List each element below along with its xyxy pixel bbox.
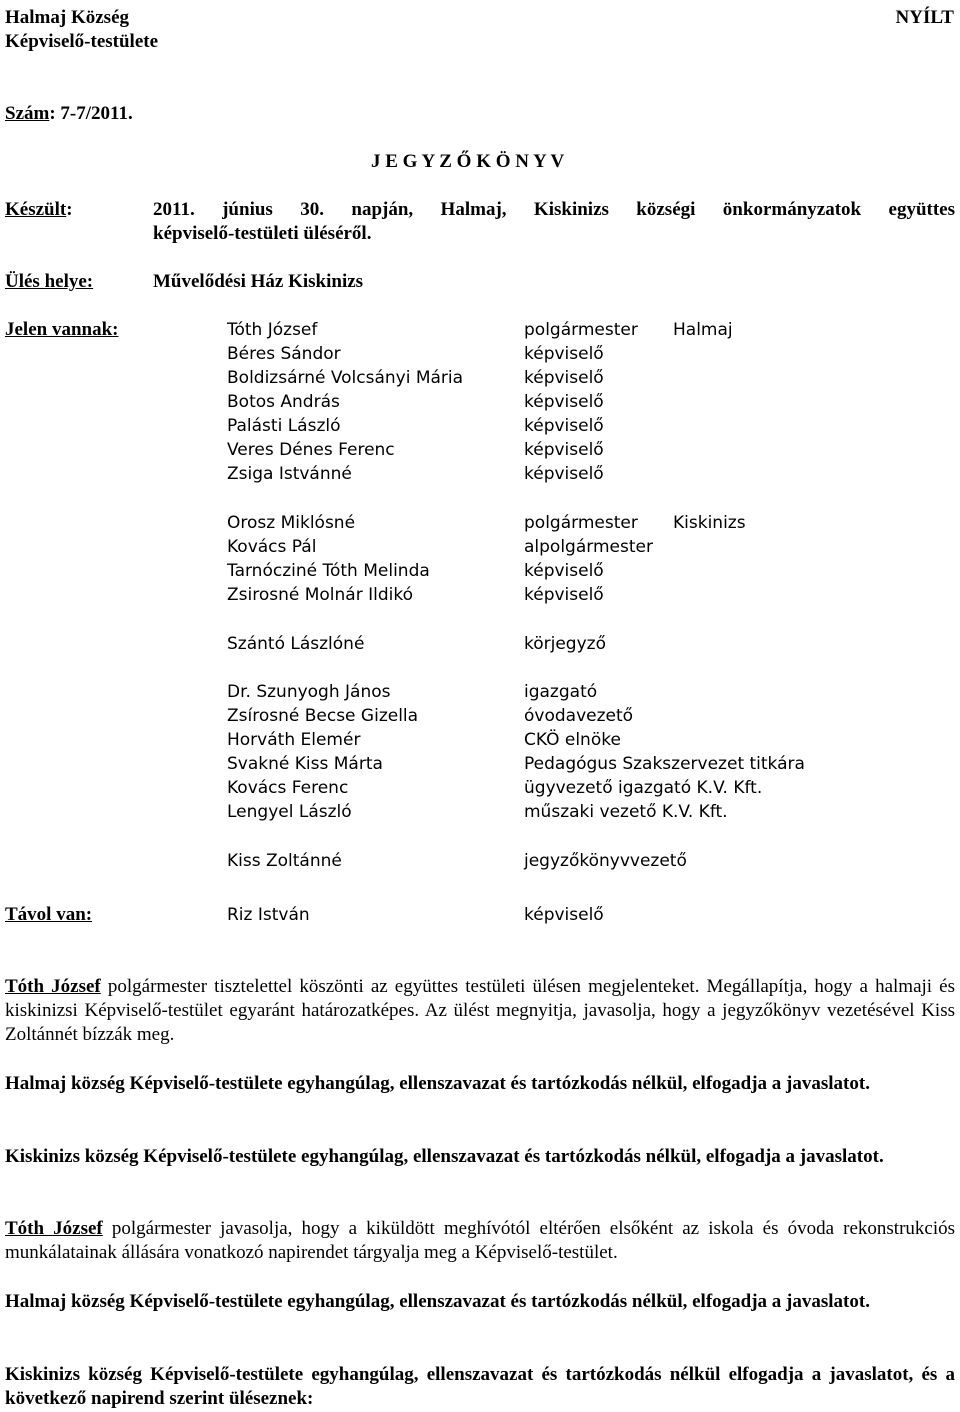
attendee-role: képviselő bbox=[524, 585, 604, 605]
attendee-role: óvodavezető bbox=[524, 706, 634, 726]
attendee-name: Kovács Ferenc bbox=[227, 778, 349, 798]
attendee-role: képviselő bbox=[524, 440, 604, 460]
attendee-name: Tóth József bbox=[227, 320, 318, 340]
paragraph-text: polgármester javasolja, hogy a kiküldött meghívótól eltérően elsőként az iskola és óvoda rekonstrukciós munkálatainak állására vonatkozó napirendet tárgyalja meg a Képviselő-testület. bbox=[5, 1218, 955, 1263]
reference-number: Szám: 7-7/2011. bbox=[5, 103, 133, 124]
attendee-name: Horváth Elemér bbox=[227, 730, 361, 750]
absent-label: Távol van: bbox=[5, 904, 93, 925]
resolution-kiskinizs-1: Kiskinizs község Képviselő-testülete egyhangúlag, ellenszavazat és tartózkodás nélkül, elfogadja a javaslatot. bbox=[5, 1146, 884, 1167]
attendee-name: Svakné Kiss Márta bbox=[227, 754, 383, 774]
attendee-role: igazgató bbox=[524, 682, 598, 702]
attendee-role: képviselő bbox=[524, 392, 604, 412]
attendee-name: Kiss Zoltánné bbox=[227, 851, 342, 871]
attendee-name: Zsiga Istvánné bbox=[227, 464, 352, 484]
resolution-halmaj-2: Halmaj község Képviselő-testülete egyhangúlag, ellenszavazat és tartózkodás nélkül, elfogadja a javaslatot. bbox=[5, 1291, 870, 1312]
attendee-role: képviselő bbox=[524, 464, 604, 484]
speaker-name: Tóth József bbox=[5, 1218, 103, 1239]
attendee-role: műszaki vezető K.V. Kft. bbox=[524, 802, 728, 822]
paragraph-text: polgármester tisztelettel köszönti az együttes testületi ülésen megjelenteket. Megállapítja, hogy a halmaji és kiskinizsi Képviselő-testület egyaránt határozatképes. Az ülést megnyitja, javasolja, hogy a jegyzőkönyv vezetésével Kiss Zoltánnét bízzák meg. bbox=[5, 976, 955, 1045]
attendee-name: Szántó Lászlóné bbox=[227, 634, 365, 654]
attendee-place: Kiskinizs bbox=[673, 513, 746, 533]
present-label: Jelen vannak: bbox=[5, 319, 119, 340]
made-label: Készült: bbox=[5, 199, 73, 220]
attendee-name: Botos András bbox=[227, 392, 340, 412]
absent-role: képviselő bbox=[524, 905, 604, 925]
attendee-role: jegyzőkönyvvezető bbox=[524, 851, 687, 871]
attendee-role: képviselő bbox=[524, 561, 604, 581]
attendee-role: képviselő bbox=[524, 416, 604, 436]
made-details bbox=[153, 198, 955, 246]
resolution-kiskinizs-2: Kiskinizs község Képviselő-testülete egyhangúlag, ellenszavazat és tartózkodás nélkül elfogadja a javaslatot, és a következő napirend szerint üléseznek: bbox=[5, 1364, 955, 1409]
attendee-name: Béres Sándor bbox=[227, 344, 341, 364]
venue-label: Ülés helye: bbox=[5, 271, 94, 292]
attendee-role: képviselő bbox=[524, 368, 604, 388]
attendee-role: képviselő bbox=[524, 344, 604, 364]
attendee-name: Kovács Pál bbox=[227, 537, 317, 557]
attendee-role: körjegyző bbox=[524, 634, 606, 654]
made-line-1: 2011. június 30. napján, Halmaj, Kiskinizs községi önkormányzatok együttes bbox=[153, 199, 955, 220]
document-title: J E G Y Z Ő K Ö N Y V bbox=[371, 151, 565, 172]
paragraph-opening bbox=[5, 975, 955, 1047]
attendee-name: Lengyel László bbox=[227, 802, 352, 822]
venue-value: Művelődési Ház Kiskinizs bbox=[153, 271, 364, 292]
attendee-role: CKÖ elnöke bbox=[524, 730, 621, 750]
made-line-2: képviselő-testületi üléséről. bbox=[153, 223, 372, 244]
attendee-role: Pedagógus Szakszervezet titkára bbox=[524, 754, 805, 774]
attendee-name: Palásti László bbox=[227, 416, 341, 436]
attendee-name: Orosz Miklósné bbox=[227, 513, 356, 533]
attendee-name: Tarnócziné Tóth Melinda bbox=[227, 561, 430, 581]
absent-name: Riz István bbox=[227, 905, 310, 925]
paragraph-agenda-proposal bbox=[5, 1217, 955, 1265]
attendee-place: Halmaj bbox=[673, 320, 733, 340]
classification-label: NYÍLT bbox=[895, 7, 954, 28]
attendee-name: Veres Dénes Ferenc bbox=[227, 440, 395, 460]
attendee-role: ügyvezető igazgató K.V. Kft. bbox=[524, 778, 763, 798]
attendee-name: Zsírosné Becse Gizella bbox=[227, 706, 419, 726]
attendee-name: Dr. Szunyogh János bbox=[227, 682, 391, 702]
attendee-role: polgármester bbox=[524, 513, 638, 533]
attendee-name: Zsirosné Molnár Ildikó bbox=[227, 585, 414, 605]
attendee-role: alpolgármester bbox=[524, 537, 653, 557]
attendee-role: polgármester bbox=[524, 320, 638, 340]
attendee-name: Boldizsárné Volcsányi Mária bbox=[227, 368, 464, 388]
org-body: Képviselő-testülete bbox=[5, 31, 159, 52]
speaker-name: Tóth József bbox=[5, 976, 101, 997]
resolution-halmaj-1: Halmaj község Képviselő-testülete egyhangúlag, ellenszavazat és tartózkodás nélkül, elfogadja a javaslatot. bbox=[5, 1073, 870, 1094]
org-name: Halmaj Község bbox=[5, 7, 130, 28]
